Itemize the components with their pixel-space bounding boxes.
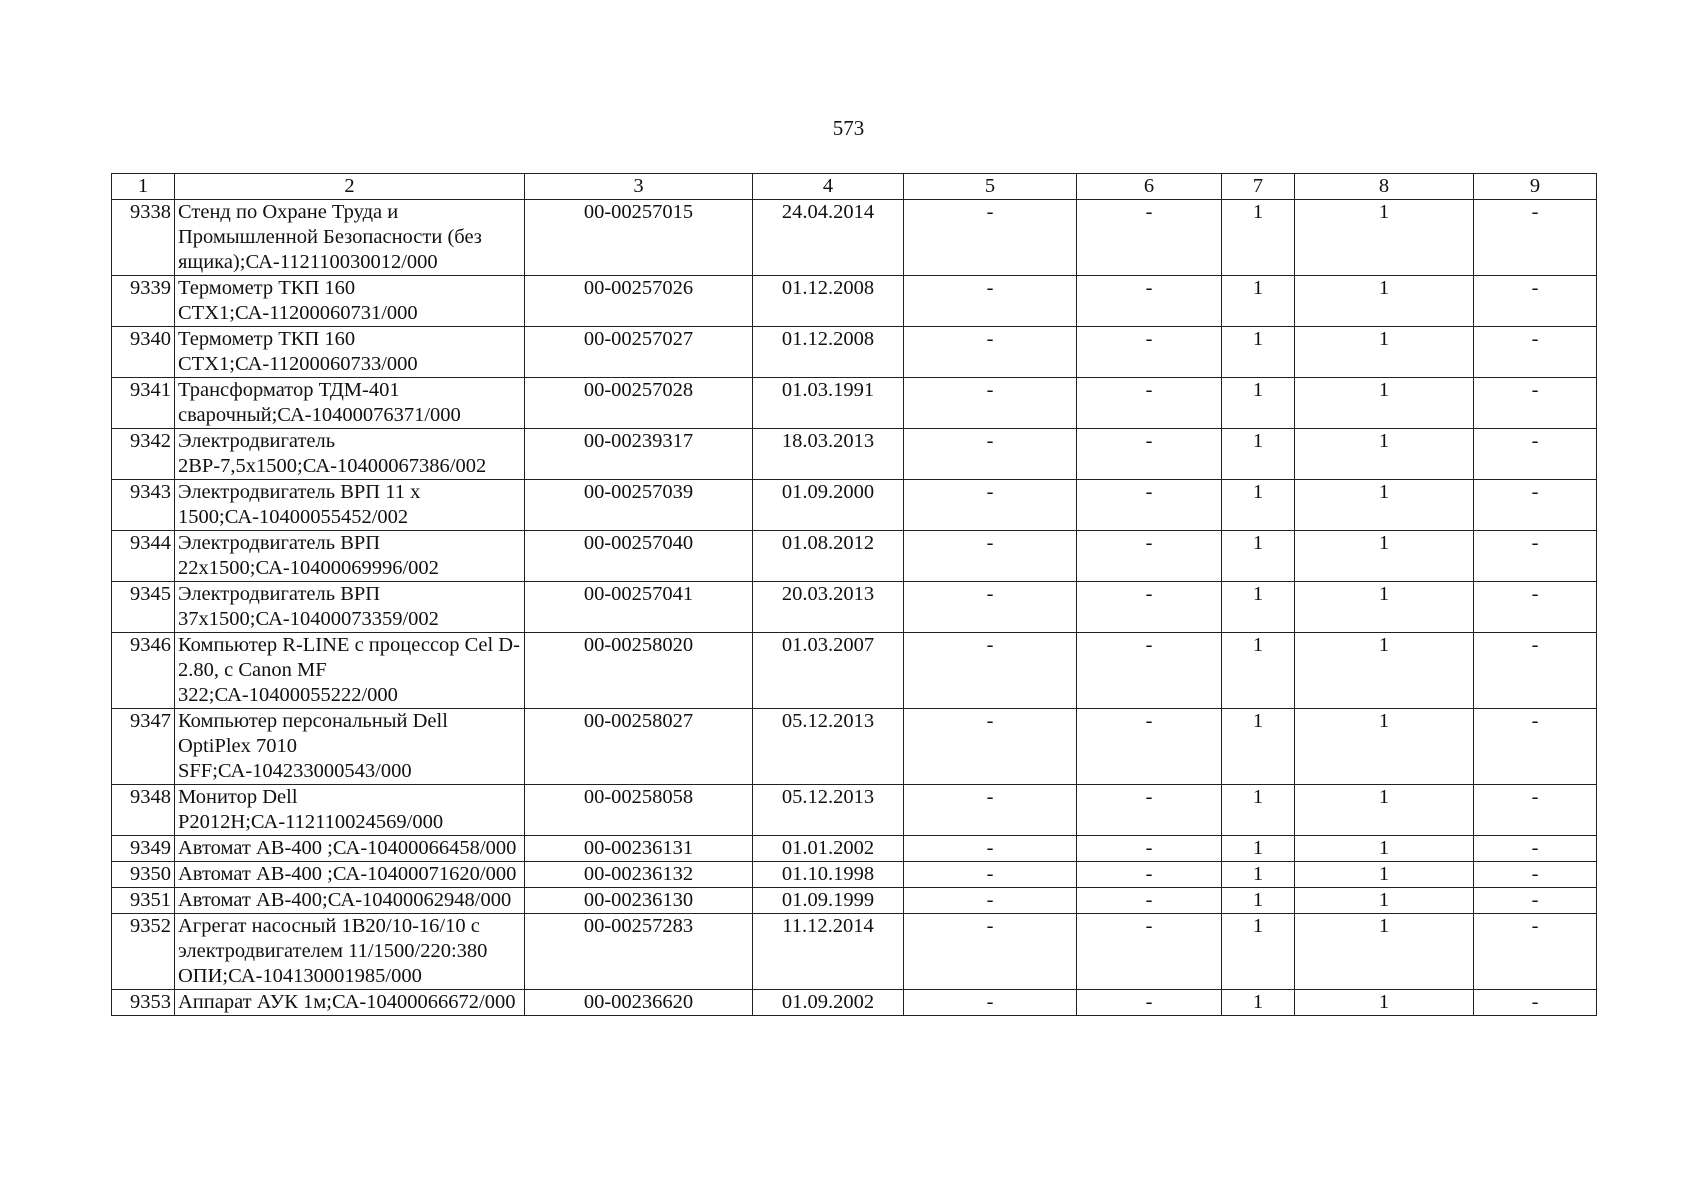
column-header-2: 2 [175, 174, 525, 200]
cell-col8-value: 1 [1295, 888, 1474, 914]
cell-item-name: Термометр ТКП 160 СТХ1;СА-11200060731/000 [175, 276, 525, 327]
cell-item-name: Аппарат АУК 1м;СА-10400066672/000 [175, 990, 525, 1016]
cell-col7-value: 1 [1222, 914, 1295, 990]
cell-row-number: 9343 [112, 480, 175, 531]
cell-item-name: Термометр ТКП 160 СТХ1;СА-11200060733/000 [175, 327, 525, 378]
cell-col5-value: - [904, 836, 1077, 862]
cell-inventory-number: 00-00257015 [525, 200, 753, 276]
table-row [112, 862, 1597, 888]
table-row [112, 990, 1597, 1016]
cell-col7-value: 1 [1222, 200, 1295, 276]
cell-col7-value: 1 [1222, 327, 1295, 378]
cell-col6-value: - [1077, 709, 1222, 785]
cell-col6-value: - [1077, 836, 1222, 862]
cell-date: 20.03.2013 [753, 582, 904, 633]
cell-date: 24.04.2014 [753, 200, 904, 276]
cell-row-number: 9344 [112, 531, 175, 582]
cell-date: 01.01.2002 [753, 836, 904, 862]
cell-col5-value: - [904, 914, 1077, 990]
table-row [112, 785, 1597, 836]
cell-inventory-number: 00-00258027 [525, 709, 753, 785]
cell-col6-value: - [1077, 888, 1222, 914]
page-number: 573 [832, 116, 865, 140]
cell-col7-value: 1 [1222, 582, 1295, 633]
cell-inventory-number: 00-00258058 [525, 785, 753, 836]
cell-col7-value: 1 [1222, 531, 1295, 582]
cell-item-name: Автомат АВ-400;СА-10400062948/000 [175, 888, 525, 914]
cell-date: 01.09.2000 [753, 480, 904, 531]
cell-inventory-number: 00-00258020 [525, 633, 753, 709]
table-row [112, 429, 1597, 480]
cell-item-name: Электродвигатель ВРП 22х1500;СА-10400069996/002 [175, 531, 525, 582]
cell-col8-value: 1 [1295, 785, 1474, 836]
cell-col8-value: 1 [1295, 378, 1474, 429]
cell-row-number: 9351 [112, 888, 175, 914]
cell-inventory-number: 00-00239317 [525, 429, 753, 480]
cell-col5-value: - [904, 785, 1077, 836]
cell-date: 05.12.2013 [753, 785, 904, 836]
cell-col7-value: 1 [1222, 709, 1295, 785]
cell-col8-value: 1 [1295, 531, 1474, 582]
cell-inventory-number: 00-00257039 [525, 480, 753, 531]
cell-row-number: 9339 [112, 276, 175, 327]
cell-col7-value: 1 [1222, 276, 1295, 327]
table-row [112, 327, 1597, 378]
cell-col8-value: 1 [1295, 582, 1474, 633]
cell-col8-value: 1 [1295, 429, 1474, 480]
cell-col9-value: - [1474, 582, 1597, 633]
column-header-6: 6 [1077, 174, 1222, 200]
table-row [112, 582, 1597, 633]
cell-col9-value: - [1474, 276, 1597, 327]
cell-row-number: 9352 [112, 914, 175, 990]
cell-col5-value: - [904, 378, 1077, 429]
cell-col9-value: - [1474, 888, 1597, 914]
cell-col9-value: - [1474, 531, 1597, 582]
table-row [112, 200, 1597, 276]
cell-col5-value: - [904, 276, 1077, 327]
table-row [112, 531, 1597, 582]
cell-col6-value: - [1077, 327, 1222, 378]
cell-col7-value: 1 [1222, 480, 1295, 531]
cell-col8-value: 1 [1295, 327, 1474, 378]
cell-date: 01.08.2012 [753, 531, 904, 582]
cell-col9-value: - [1474, 480, 1597, 531]
cell-item-name: Компьютер R-LINE с процессор Cel D-2.80, с Canon MF 322;СА-10400055222/000 [175, 633, 525, 709]
cell-col8-value: 1 [1295, 200, 1474, 276]
cell-col9-value: - [1474, 200, 1597, 276]
cell-col9-value: - [1474, 990, 1597, 1016]
column-header-8: 8 [1295, 174, 1474, 200]
cell-row-number: 9342 [112, 429, 175, 480]
cell-inventory-number: 00-00257041 [525, 582, 753, 633]
cell-col6-value: - [1077, 531, 1222, 582]
table-row [112, 914, 1597, 990]
cell-item-name: Автомат АВ-400 ;СА-10400066458/000 [175, 836, 525, 862]
cell-inventory-number: 00-00236132 [525, 862, 753, 888]
column-header-3: 3 [525, 174, 753, 200]
table-row [112, 709, 1597, 785]
cell-col7-value: 1 [1222, 888, 1295, 914]
cell-col7-value: 1 [1222, 378, 1295, 429]
table-header-row [112, 174, 1597, 200]
cell-col9-value: - [1474, 378, 1597, 429]
cell-date: 05.12.2013 [753, 709, 904, 785]
cell-date: 01.03.1991 [753, 378, 904, 429]
table-row [112, 276, 1597, 327]
table-body [112, 200, 1597, 1016]
cell-col5-value: - [904, 480, 1077, 531]
cell-row-number: 9346 [112, 633, 175, 709]
cell-inventory-number: 00-00236131 [525, 836, 753, 862]
cell-col9-value: - [1474, 862, 1597, 888]
cell-col5-value: - [904, 709, 1077, 785]
cell-col6-value: - [1077, 582, 1222, 633]
cell-col6-value: - [1077, 990, 1222, 1016]
cell-date: 01.09.2002 [753, 990, 904, 1016]
cell-inventory-number: 00-00257283 [525, 914, 753, 990]
cell-inventory-number: 00-00257028 [525, 378, 753, 429]
cell-col5-value: - [904, 888, 1077, 914]
cell-row-number: 9338 [112, 200, 175, 276]
cell-row-number: 9353 [112, 990, 175, 1016]
cell-col7-value: 1 [1222, 836, 1295, 862]
cell-col6-value: - [1077, 914, 1222, 990]
cell-col9-value: - [1474, 709, 1597, 785]
column-header-1: 1 [112, 174, 175, 200]
cell-item-name: Монитор Dell P2012H;СА-112110024569/000 [175, 785, 525, 836]
cell-item-name: Автомат АВ-400 ;СА-10400071620/000 [175, 862, 525, 888]
cell-date: 01.03.2007 [753, 633, 904, 709]
cell-col8-value: 1 [1295, 862, 1474, 888]
cell-item-name: Электродвигатель ВРП 37х1500;СА-10400073359/002 [175, 582, 525, 633]
cell-row-number: 9341 [112, 378, 175, 429]
cell-col5-value: - [904, 200, 1077, 276]
cell-date: 01.09.1999 [753, 888, 904, 914]
cell-date: 01.10.1998 [753, 862, 904, 888]
cell-inventory-number: 00-00236620 [525, 990, 753, 1016]
cell-item-name: Стенд по Охране Труда и Промышленной Безопасности (без ящика);СА-112110030012/000 [175, 200, 525, 276]
cell-item-name: Агрегат насосный 1В20/10-16/10 с электродвигателем 11/1500/220:380 ОПИ;СА-104130001985/000 [175, 914, 525, 990]
cell-col6-value: - [1077, 633, 1222, 709]
cell-inventory-number: 00-00257040 [525, 531, 753, 582]
cell-row-number: 9349 [112, 836, 175, 862]
cell-col5-value: - [904, 633, 1077, 709]
cell-col8-value: 1 [1295, 914, 1474, 990]
cell-item-name: Электродвигатель 2ВР-7,5х1500;СА-10400067386/002 [175, 429, 525, 480]
cell-col8-value: 1 [1295, 276, 1474, 327]
cell-col6-value: - [1077, 378, 1222, 429]
cell-row-number: 9350 [112, 862, 175, 888]
cell-row-number: 9345 [112, 582, 175, 633]
cell-col8-value: 1 [1295, 709, 1474, 785]
cell-col9-value: - [1474, 836, 1597, 862]
cell-col6-value: - [1077, 785, 1222, 836]
cell-col5-value: - [904, 327, 1077, 378]
cell-col8-value: 1 [1295, 633, 1474, 709]
cell-row-number: 9347 [112, 709, 175, 785]
cell-col6-value: - [1077, 276, 1222, 327]
cell-col9-value: - [1474, 785, 1597, 836]
column-header-7: 7 [1222, 174, 1295, 200]
table-row [112, 836, 1597, 862]
cell-item-name: Компьютер персональный Dell OptiPlex 7010 SFF;СА-104233000543/000 [175, 709, 525, 785]
column-header-4: 4 [753, 174, 904, 200]
table-row [112, 480, 1597, 531]
cell-date: 11.12.2014 [753, 914, 904, 990]
cell-col9-value: - [1474, 633, 1597, 709]
column-header-9: 9 [1474, 174, 1597, 200]
cell-item-name: Трансформатор ТДМ-401 сварочный;СА-10400076371/000 [175, 378, 525, 429]
cell-col7-value: 1 [1222, 990, 1295, 1016]
cell-inventory-number: 00-00257027 [525, 327, 753, 378]
table-row [112, 888, 1597, 914]
cell-col5-value: - [904, 531, 1077, 582]
cell-inventory-number: 00-00236130 [525, 888, 753, 914]
column-header-5: 5 [904, 174, 1077, 200]
cell-col5-value: - [904, 582, 1077, 633]
cell-date: 01.12.2008 [753, 276, 904, 327]
cell-col6-value: - [1077, 862, 1222, 888]
cell-col6-value: - [1077, 429, 1222, 480]
cell-col7-value: 1 [1222, 785, 1295, 836]
cell-col7-value: 1 [1222, 862, 1295, 888]
cell-col6-value: - [1077, 480, 1222, 531]
cell-row-number: 9340 [112, 327, 175, 378]
cell-col5-value: - [904, 862, 1077, 888]
table-row [112, 378, 1597, 429]
cell-col9-value: - [1474, 327, 1597, 378]
cell-col9-value: - [1474, 914, 1597, 990]
table-row [112, 633, 1597, 709]
inventory-table [111, 173, 1597, 1016]
cell-col6-value: - [1077, 200, 1222, 276]
cell-inventory-number: 00-00257026 [525, 276, 753, 327]
cell-date: 18.03.2013 [753, 429, 904, 480]
cell-col7-value: 1 [1222, 633, 1295, 709]
cell-col8-value: 1 [1295, 480, 1474, 531]
cell-row-number: 9348 [112, 785, 175, 836]
cell-col7-value: 1 [1222, 429, 1295, 480]
cell-item-name: Электродвигатель ВРП 11 х 1500;СА-10400055452/002 [175, 480, 525, 531]
cell-col5-value: - [904, 990, 1077, 1016]
cell-col8-value: 1 [1295, 836, 1474, 862]
cell-col8-value: 1 [1295, 990, 1474, 1016]
cell-date: 01.12.2008 [753, 327, 904, 378]
cell-col9-value: - [1474, 429, 1597, 480]
cell-col5-value: - [904, 429, 1077, 480]
